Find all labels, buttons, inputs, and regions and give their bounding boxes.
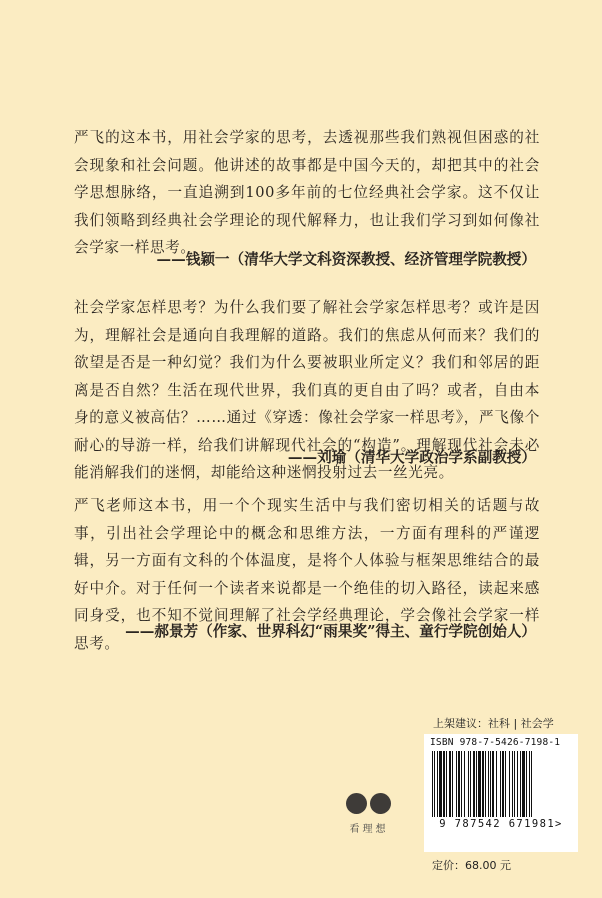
barcode-bar xyxy=(464,751,465,817)
barcode-bar xyxy=(485,751,486,817)
publisher-logo xyxy=(343,793,395,837)
logo-circle-icon xyxy=(346,793,367,814)
barcode-bar xyxy=(482,751,484,817)
barcode-bar xyxy=(452,751,453,817)
barcode-bar xyxy=(514,751,515,817)
barcode-bar xyxy=(522,751,525,817)
barcode-bar xyxy=(432,751,433,817)
barcode-bar xyxy=(529,751,530,817)
barcode-bar xyxy=(531,751,532,817)
barcode-bar xyxy=(512,751,513,817)
barcode-bar xyxy=(470,751,471,817)
barcode-bar xyxy=(526,751,527,817)
barcode-bar xyxy=(505,751,506,817)
barcode-bar xyxy=(509,751,510,817)
publisher-name: 看理想 xyxy=(349,824,389,835)
barcode-digits: 9 787542 671981> xyxy=(439,818,563,830)
barcode-bar xyxy=(520,751,521,817)
attribution-qian-yingyi: ——钱颖一（清华大学文科资深教授、经济管理学院教授） xyxy=(156,251,536,268)
attribution-liu-yu: ——刘瑜（清华大学政治学系副教授） xyxy=(287,449,536,466)
barcode-bar xyxy=(476,751,477,817)
blurb-qian-yingyi: 严飞的这本书，用社会学家的思考，去透视那些我们熟视但困惑的社会现象和社会问题。他讲述的故事都是中国今天的，却把其中的社会学思想脉络，一直追溯到100多年前的七位经典社会学家。这不仅让我们领略到经典社会学理论的现代解释力，也让我们学习到如何像社会学家一样思考。 xyxy=(74,129,540,256)
barcode-bar xyxy=(502,751,504,817)
barcode-bar xyxy=(492,751,494,817)
barcode-bar xyxy=(439,751,442,817)
blurb-liu-yu: 社会学家怎样思考？为什么我们要了解社会学家怎样思考？或许是因为，理解社会是通向自我理解的道路。我们的焦虑从何而来？我们的欲望是否是一种幻觉？我们为什么要被职业所定义？我们和邻居的距离是否自然？生活在现代世界，我们真的更自由了吗？或者，自由本身的意义被高估？……通过《穿透：像社会学家一样思考》，严飞像个耐心的导游一样，给我们讲解现代社会的“构造”。理解现代社会未必能消解我们的迷惘，却能给这种迷惘投射过去一丝光亮。 xyxy=(74,299,540,481)
barcode-bar xyxy=(468,751,469,817)
barcode-bar xyxy=(490,751,491,817)
barcode-bar xyxy=(473,751,475,817)
shelving-suggestion: 上架建议：社科 | 社会学 xyxy=(433,717,554,730)
isbn-number: ISBN 978-7-5426-7198-1 xyxy=(430,737,561,748)
barcode-bar xyxy=(500,751,501,817)
barcode-panel xyxy=(424,734,578,852)
barcode-bar xyxy=(517,751,518,817)
barcode-bar xyxy=(496,751,497,817)
barcode-bar xyxy=(456,751,457,817)
barcode-bar xyxy=(443,751,445,817)
blurb-hao-jingfang: 严飞老师这本书，用一个个现实生活中与我们密切相关的话题与故事，引出社会学理论中的概念和思维方法，一方面有理科的严谨逻辑，另一方面有文科的个体温度，是将个人体验与框架思维结合的最好中介。对于任何一个读者来说都是一个绝佳的切入路径，读起来感同身受，也不知不觉间理解了社会学经典理论，学会像社会学家一样思考。 xyxy=(74,497,540,652)
logo-circle-icon xyxy=(370,793,391,814)
barcode-bar xyxy=(478,751,481,817)
barcode-bar xyxy=(458,751,460,817)
attribution-hao-jingfang: ——郝景芳（作家、世界科幻“雨果奖”得主、童行学院创始人） xyxy=(125,623,536,640)
barcode-bar xyxy=(446,751,447,817)
price-label: 定价：68.00 元 xyxy=(432,859,511,872)
barcode-bar xyxy=(461,751,462,817)
barcode-bar xyxy=(437,751,438,817)
barcode-bar xyxy=(488,751,489,817)
barcode-bar xyxy=(434,751,435,817)
barcode-icon xyxy=(432,751,570,817)
barcode-bar xyxy=(449,751,451,817)
